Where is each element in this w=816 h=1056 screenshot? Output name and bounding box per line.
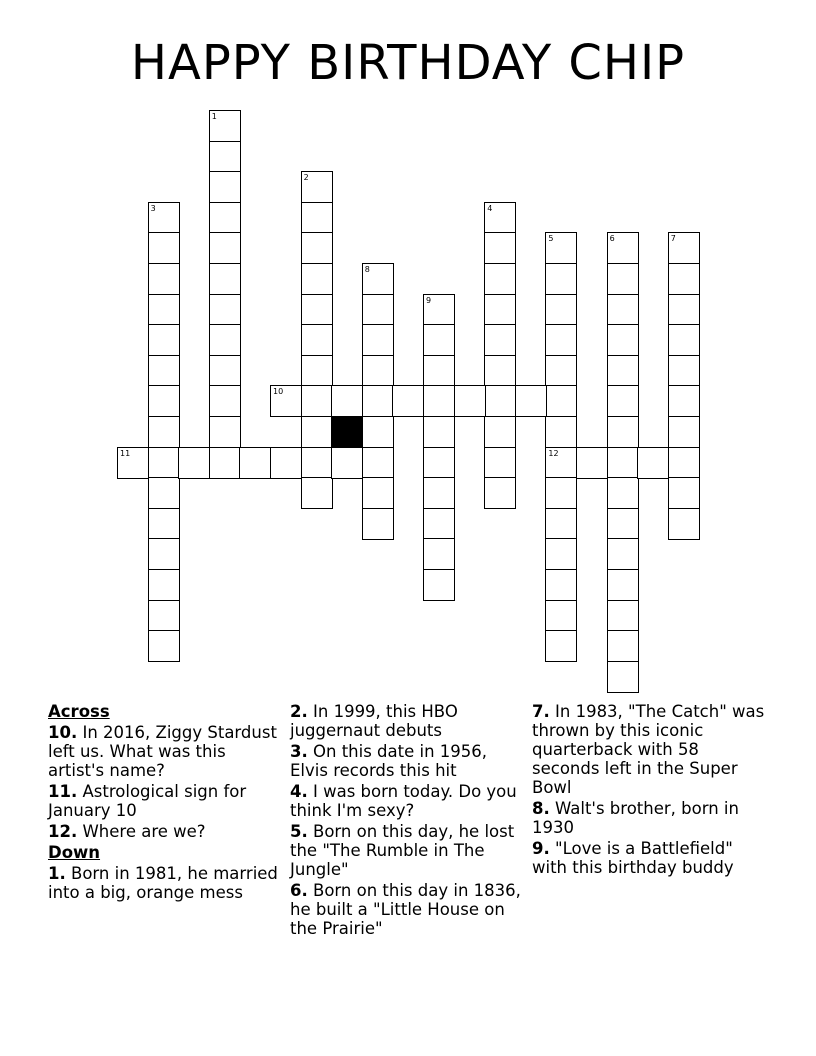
clue-across-10	[48, 723, 284, 780]
grid-cell[interactable]	[607, 263, 639, 295]
grid-cell[interactable]	[209, 232, 241, 264]
grid-cell[interactable]	[301, 447, 333, 479]
grid-cell[interactable]	[362, 385, 394, 417]
clue-text: Born in 1981, he married into a big, orange mess	[48, 864, 278, 902]
grid-cell[interactable]	[148, 477, 180, 509]
grid-cell[interactable]	[362, 294, 394, 326]
grid-cell[interactable]	[209, 416, 241, 448]
grid-cell[interactable]	[423, 538, 455, 570]
clue-number: 4.	[290, 782, 308, 801]
clue-number: 8.	[532, 799, 550, 818]
grid-cell[interactable]	[148, 202, 180, 234]
clue-column-2	[290, 702, 526, 940]
clue-text: Born on this day in 1836, he built a "Little House on the Prairie"	[290, 881, 521, 938]
grid-cell[interactable]	[484, 232, 516, 264]
grid-cell[interactable]	[668, 447, 700, 479]
grid-cell[interactable]	[484, 385, 516, 417]
grid-cell[interactable]	[423, 324, 455, 356]
grid-cell[interactable]	[239, 447, 271, 479]
grid-cell[interactable]	[668, 477, 700, 509]
clue-down-4	[290, 782, 526, 820]
grid-cell[interactable]	[331, 447, 363, 479]
grid-cell[interactable]	[484, 477, 516, 509]
clue-across-12	[48, 822, 284, 841]
clue-text: In 1999, this HBO juggernaut debuts	[290, 702, 458, 740]
clue-down-3	[290, 742, 526, 780]
grid-cell[interactable]	[423, 355, 455, 387]
grid-cell[interactable]	[301, 416, 333, 448]
grid-cell[interactable]	[209, 447, 241, 479]
clue-number: 7.	[532, 702, 550, 721]
grid-cell[interactable]	[607, 294, 639, 326]
clue-text: I was born today. Do you think I'm sexy?	[290, 782, 517, 820]
grid-cell[interactable]	[178, 447, 210, 479]
clue-column-1	[48, 702, 284, 904]
grid-cell[interactable]	[545, 600, 577, 632]
grid-cell[interactable]	[148, 569, 180, 601]
clue-number: 11.	[48, 782, 78, 801]
grid-cell[interactable]	[607, 508, 639, 540]
grid-cell[interactable]	[423, 508, 455, 540]
grid-cell[interactable]	[607, 385, 639, 417]
grid-cell[interactable]	[423, 477, 455, 509]
grid-cell[interactable]	[148, 263, 180, 295]
clue-number: 12.	[48, 822, 78, 841]
cell-number: 2	[303, 173, 309, 183]
clue-column-3	[532, 702, 768, 879]
grid-cell[interactable]	[423, 569, 455, 601]
grid-cell[interactable]	[148, 294, 180, 326]
clue-down-1	[48, 864, 284, 902]
grid-cell[interactable]	[545, 232, 577, 264]
grid-cell[interactable]	[668, 232, 700, 264]
clue-number: 1.	[48, 864, 66, 883]
clue-text: "Love is a Battlefield" with this birthday buddy	[532, 839, 734, 877]
grid-cell[interactable]	[484, 447, 516, 479]
grid-cell[interactable]	[209, 202, 241, 234]
grid-cell[interactable]	[331, 385, 363, 417]
grid-cell[interactable]	[607, 569, 639, 601]
grid-cell[interactable]	[209, 385, 241, 417]
cell-number: 3	[150, 203, 156, 213]
cell-number: 6	[609, 234, 615, 244]
grid-cell[interactable]	[607, 416, 639, 448]
grid-cell[interactable]	[484, 263, 516, 295]
grid-cell[interactable]	[423, 416, 455, 448]
grid-cell[interactable]	[209, 355, 241, 387]
grid-cell[interactable]	[301, 263, 333, 295]
grid-cell[interactable]	[209, 141, 241, 173]
cell-number: 8	[364, 265, 370, 274]
grid-cell[interactable]	[545, 294, 577, 326]
grid-cell[interactable]	[301, 171, 333, 203]
grid-cell[interactable]	[301, 232, 333, 264]
grid-cell[interactable]	[362, 263, 394, 295]
grid-cell[interactable]	[607, 324, 639, 356]
grid-cell[interactable]	[209, 171, 241, 203]
grid-cell[interactable]	[607, 630, 639, 662]
grid-cell[interactable]	[148, 324, 180, 356]
grid-cell[interactable]	[301, 385, 333, 417]
grid-cell[interactable]	[148, 630, 180, 662]
grid-cell[interactable]	[668, 508, 700, 540]
clue-down-5	[290, 822, 526, 879]
grid-cell[interactable]	[148, 385, 180, 417]
grid-cell[interactable]	[515, 385, 547, 417]
clue-text: Born on this day, he lost the "The Rumble in The Jungle"	[290, 822, 515, 879]
cell-number: 7	[670, 234, 676, 244]
grid-cell[interactable]	[607, 232, 639, 264]
clue-number: 9.	[532, 839, 550, 858]
grid-cell[interactable]	[545, 477, 577, 509]
grid-cell[interactable]	[545, 447, 577, 479]
cell-number: 9	[426, 295, 432, 305]
grid-cell[interactable]	[362, 508, 394, 540]
grid-cell[interactable]	[148, 538, 180, 570]
grid-cell[interactable]	[545, 263, 577, 295]
grid-cell[interactable]	[668, 294, 700, 326]
grid-cell[interactable]	[209, 294, 241, 326]
cell-number: 10	[273, 387, 284, 397]
grid-cell[interactable]	[148, 508, 180, 540]
grid-cell[interactable]	[301, 355, 333, 387]
grid-cell[interactable]	[607, 661, 639, 693]
across-heading: Across	[48, 702, 110, 721]
black-square	[331, 416, 363, 448]
clue-down-8	[532, 799, 768, 837]
grid-cell[interactable]	[545, 569, 577, 601]
grid-cell[interactable]	[148, 447, 180, 479]
grid-cell[interactable]	[668, 263, 700, 295]
clue-down-7	[532, 702, 768, 797]
clue-number: 5.	[290, 822, 308, 841]
grid-cell[interactable]	[484, 355, 516, 387]
grid-cell[interactable]	[607, 600, 639, 632]
grid-cell[interactable]	[484, 416, 516, 448]
grid-cell[interactable]	[423, 385, 455, 417]
grid-cell[interactable]	[270, 447, 302, 479]
clue-number: 3.	[290, 742, 308, 761]
grid-cell[interactable]	[209, 324, 241, 356]
grid-cell[interactable]	[148, 355, 180, 387]
grid-cell[interactable]	[545, 416, 577, 448]
grid-cell[interactable]	[668, 355, 700, 387]
clue-text: In 1983, "The Catch" was thrown by this iconic quarterback with 58 seconds left in the Super Bowl	[532, 702, 765, 797]
clue-text: Walt's brother, born in 1930	[532, 799, 739, 837]
grid-cell[interactable]	[607, 355, 639, 387]
clue-text: Where are we?	[82, 822, 206, 841]
clue-text: In 2016, Ziggy Stardust left us. What was this artist's name?	[48, 723, 277, 780]
grid-cell[interactable]	[484, 294, 516, 326]
grid-cell[interactable]	[576, 447, 608, 479]
grid-cell[interactable]	[545, 385, 577, 417]
clue-down-2	[290, 702, 526, 740]
clue-text: On this date in 1956, Elvis records this hit	[290, 742, 488, 780]
grid-cell[interactable]	[484, 324, 516, 356]
grid-cell[interactable]	[484, 202, 516, 234]
grid-cell[interactable]	[668, 324, 700, 356]
grid-cell[interactable]	[607, 477, 639, 509]
cell-number: 1	[211, 112, 217, 121]
grid-cell[interactable]	[545, 508, 577, 540]
grid-cell[interactable]	[362, 416, 394, 448]
grid-cell[interactable]	[545, 538, 577, 570]
grid-cell[interactable]	[301, 202, 333, 234]
clue-down-6	[290, 881, 526, 938]
grid-cell[interactable]	[209, 263, 241, 295]
puzzle-title: HAPPY BIRTHDAY CHIP	[130, 35, 686, 91]
grid-cell[interactable]	[392, 385, 424, 417]
grid-cell[interactable]	[454, 385, 486, 417]
grid-cell[interactable]	[668, 416, 700, 448]
grid-cell[interactable]	[117, 447, 149, 479]
grid-cell[interactable]	[607, 538, 639, 570]
grid-cell[interactable]	[209, 110, 241, 142]
grid-cell[interactable]	[545, 630, 577, 662]
cell-number: 4	[487, 203, 493, 213]
grid-cell[interactable]	[362, 324, 394, 356]
grid-cell[interactable]	[362, 447, 394, 479]
grid-cell[interactable]	[301, 294, 333, 326]
clue-number: 6.	[290, 881, 308, 900]
grid-cell[interactable]	[668, 385, 700, 417]
clue-across-11	[48, 782, 284, 820]
grid-cell[interactable]	[637, 447, 669, 479]
grid-cell[interactable]	[148, 232, 180, 264]
grid-cell[interactable]	[362, 355, 394, 387]
grid-cell[interactable]	[545, 355, 577, 387]
down-heading: Down	[48, 843, 101, 862]
grid-cell[interactable]	[423, 447, 455, 479]
grid-cell[interactable]	[148, 416, 180, 448]
grid-cell[interactable]	[545, 324, 577, 356]
clue-number: 2.	[290, 702, 308, 721]
grid-cell[interactable]	[362, 477, 394, 509]
grid-cell[interactable]	[148, 600, 180, 632]
cell-number: 12	[548, 448, 559, 458]
grid-cell[interactable]	[301, 324, 333, 356]
grid-cell[interactable]	[301, 477, 333, 509]
clue-down-9	[532, 839, 768, 877]
cell-number: 11	[120, 448, 131, 458]
clue-number: 10.	[48, 723, 78, 742]
clue-text: Astrological sign for January 10	[48, 782, 247, 820]
grid-cell[interactable]	[423, 294, 455, 326]
cell-number: 5	[548, 234, 554, 244]
grid-cell[interactable]	[607, 447, 639, 479]
grid-cell[interactable]	[270, 385, 302, 417]
